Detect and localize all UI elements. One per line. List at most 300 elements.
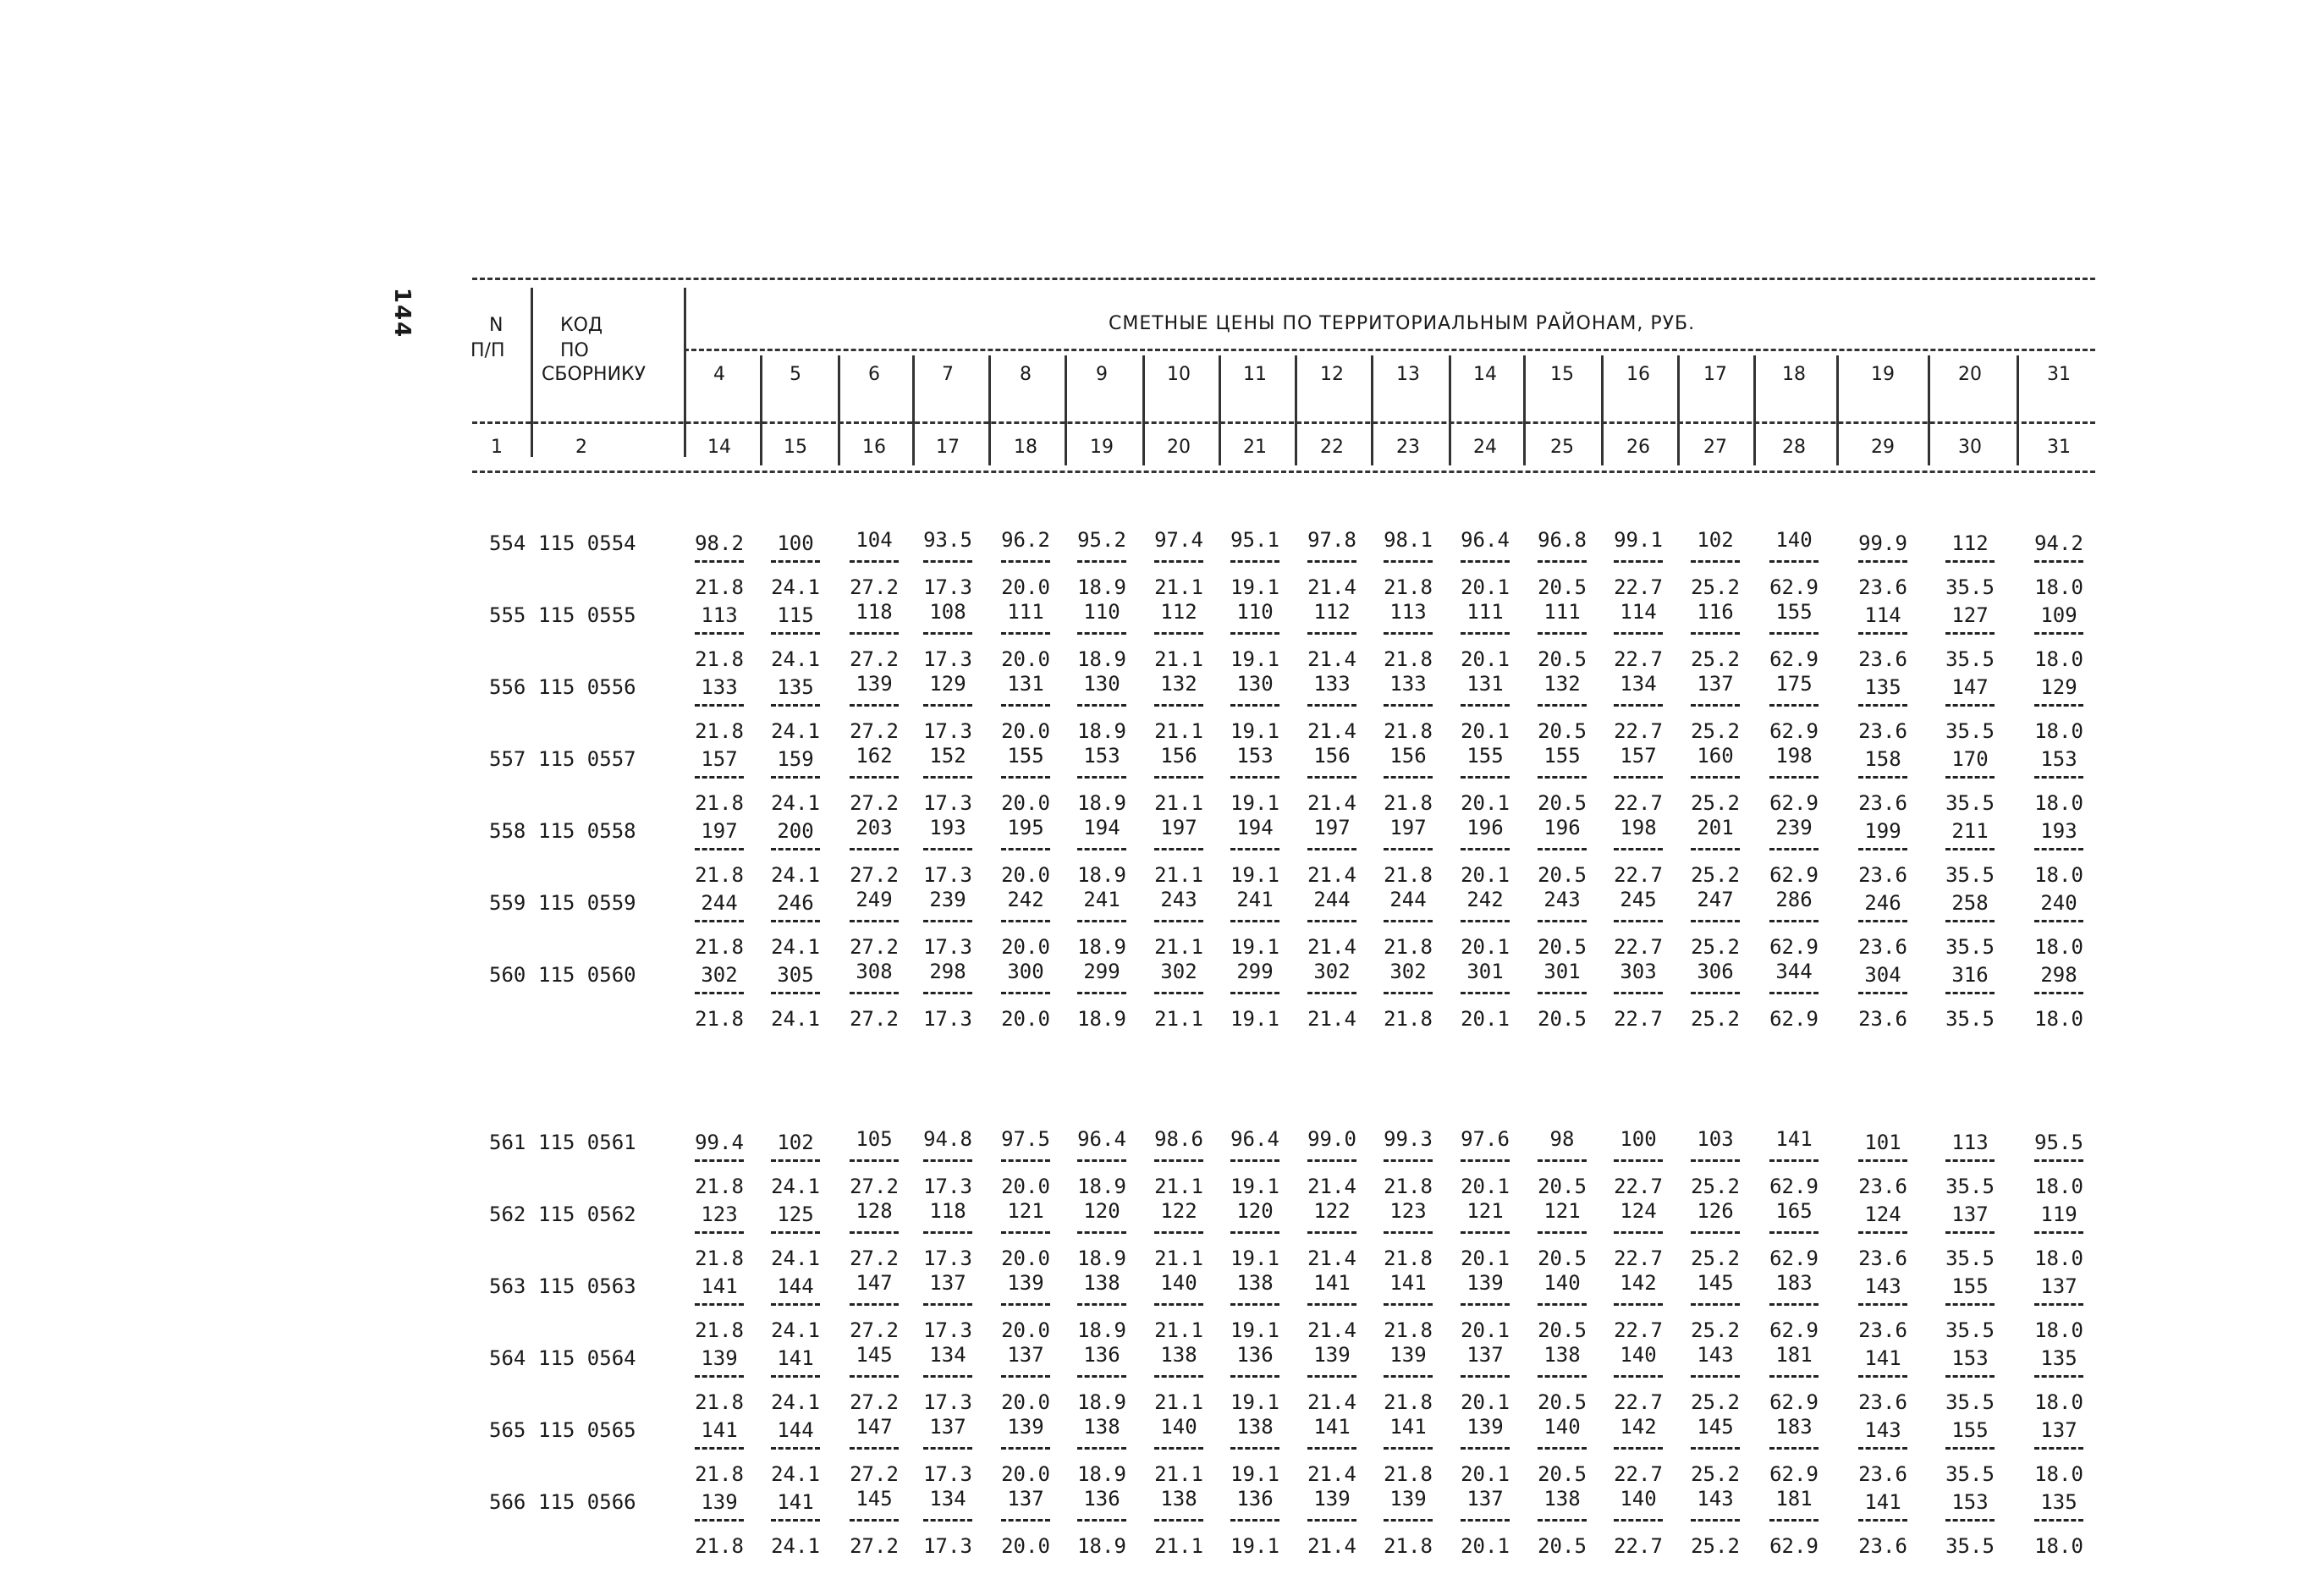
price-second-value: 21.8: [1384, 935, 1433, 959]
fraction-line: [695, 1447, 744, 1450]
price-second-value: 18.9: [1077, 1247, 1126, 1270]
fraction-line: [1538, 848, 1587, 850]
price-second-value: 18.0: [2034, 1318, 2083, 1342]
fraction-line: [1691, 1519, 1740, 1522]
price-second-value: 22.7: [1614, 1390, 1663, 1414]
fraction-line: [1461, 1375, 1510, 1378]
column-number: 17: [936, 437, 960, 458]
fraction-line: [1154, 992, 1203, 994]
price-second-value: 21.4: [1307, 1247, 1356, 1270]
fraction-line: [771, 632, 820, 635]
fraction-line: [1769, 1159, 1819, 1162]
price-second-value: 21.1: [1154, 1007, 1203, 1031]
price-value: 101: [1864, 1131, 1901, 1154]
fraction-line: [771, 704, 820, 707]
price-second-value: 20.5: [1538, 1462, 1587, 1486]
price-value: 96.4: [1461, 528, 1510, 552]
fraction-line: [1384, 1375, 1433, 1378]
fraction-line: [695, 560, 744, 563]
price-value: 99.9: [1858, 531, 1907, 555]
region-label: 17: [1703, 364, 1727, 385]
fraction-line: [695, 1519, 744, 1522]
fraction-line: [1614, 632, 1663, 635]
price-second-value: 25.2: [1691, 935, 1740, 959]
fraction-line: [1538, 1375, 1587, 1378]
fraction-line: [850, 920, 899, 922]
price-value: 98: [1549, 1127, 1575, 1151]
price-second-value: 19.1: [1230, 935, 1279, 959]
header-code-3: СБОРНИКУ: [542, 364, 647, 385]
price-second-value: 18.9: [1077, 1534, 1126, 1558]
price-value: 99.0: [1307, 1127, 1356, 1151]
price-value: 121: [1007, 1199, 1044, 1223]
price-second-value: 17.3: [923, 575, 972, 599]
price-second-value: 21.4: [1307, 647, 1356, 671]
price-value: 157: [701, 747, 738, 771]
row-code: 115 0563: [538, 1274, 636, 1298]
price-value: 140: [1160, 1271, 1197, 1295]
fraction-line: [771, 1447, 820, 1450]
price-value: 95.1: [1230, 528, 1279, 552]
price-value: 197: [1313, 816, 1351, 839]
price-value: 302: [701, 963, 738, 987]
price-second-value: 23.6: [1858, 791, 1907, 815]
price-value: 139: [1466, 1271, 1504, 1295]
price-second-value: 62.9: [1769, 575, 1819, 599]
fraction-line: [1614, 1375, 1663, 1378]
fraction-line: [1307, 1375, 1356, 1378]
fraction-line: [1307, 1447, 1356, 1450]
price-second-value: 21.8: [1384, 1390, 1433, 1414]
row-number: 561: [489, 1131, 526, 1154]
price-value: 153: [1083, 744, 1120, 768]
column-number: 23: [1396, 437, 1420, 458]
price-value: 137: [1007, 1343, 1044, 1367]
fraction-line: [1001, 920, 1050, 922]
fraction-line: [1384, 704, 1433, 707]
price-second-value: 20.1: [1461, 863, 1510, 887]
price-value: 241: [1236, 888, 1274, 911]
price-value: 299: [1083, 960, 1120, 983]
price-second-value: 20.5: [1538, 1175, 1587, 1198]
price-value: 139: [701, 1346, 738, 1370]
price-second-value: 21.8: [1384, 575, 1433, 599]
price-value: 95.2: [1077, 528, 1126, 552]
price-second-value: 21.1: [1154, 1318, 1203, 1342]
fraction-line: [1307, 560, 1356, 563]
region-label: 15: [1550, 364, 1574, 385]
price-second-value: 17.3: [923, 1390, 972, 1414]
fraction-line: [2034, 632, 2083, 635]
price-second-value: 24.1: [771, 863, 820, 887]
fraction-line: [1945, 1519, 1995, 1522]
price-second-value: 24.1: [771, 1462, 820, 1486]
price-value: 244: [1389, 888, 1427, 911]
price-value: 138: [1083, 1415, 1120, 1439]
header-title: СМЕТНЫЕ ЦЕНЫ ПО ТЕРРИТОРИАЛЬНЫМ РАЙОНАМ, РУБ.: [1109, 313, 1696, 334]
fraction-line: [1230, 1159, 1279, 1162]
fraction-line: [1230, 848, 1279, 850]
price-value: 239: [1775, 816, 1813, 839]
price-second-value: 23.6: [1858, 935, 1907, 959]
fraction-line: [1001, 1519, 1050, 1522]
price-second-value: 22.7: [1614, 1318, 1663, 1342]
price-second-value: 17.3: [923, 647, 972, 671]
price-value: 133: [1313, 672, 1351, 696]
fraction-line: [1538, 632, 1587, 635]
price-value: 95.5: [2034, 1131, 2083, 1154]
row-number: 565: [489, 1418, 526, 1442]
price-value: 98.2: [695, 531, 744, 555]
price-second-value: 22.7: [1614, 935, 1663, 959]
price-second-value: 21.8: [1384, 863, 1433, 887]
price-value: 129: [929, 672, 966, 696]
price-second-value: 20.5: [1538, 719, 1587, 743]
price-second-value: 21.8: [1384, 1175, 1433, 1198]
fraction-line: [1945, 560, 1995, 563]
fraction-line: [1614, 1447, 1663, 1450]
price-value: 196: [1466, 816, 1504, 839]
column-number: 15: [784, 437, 807, 458]
row-code: 115 0557: [538, 747, 636, 771]
price-second-value: 17.3: [923, 719, 972, 743]
price-value: 111: [1007, 600, 1044, 624]
fraction-line: [1307, 992, 1356, 994]
price-second-value: 21.8: [695, 863, 744, 887]
header-vline-2: [684, 288, 686, 457]
price-second-value: 17.3: [923, 1007, 972, 1031]
fraction-line: [1230, 1231, 1279, 1234]
price-second-value: 21.1: [1154, 1534, 1203, 1558]
price-value: 124: [1864, 1203, 1901, 1226]
price-second-value: 24.1: [771, 791, 820, 815]
row-code: 115 0561: [538, 1131, 636, 1154]
fraction-line: [1769, 992, 1819, 994]
fraction-line: [1945, 848, 1995, 850]
fraction-line: [771, 1303, 820, 1306]
row-number: 556: [489, 675, 526, 699]
price-value: 302: [1389, 960, 1427, 983]
column-number: 24: [1473, 437, 1497, 458]
fraction-line: [850, 1303, 899, 1306]
price-value: 155: [1951, 1274, 1989, 1298]
fraction-line: [1001, 1303, 1050, 1306]
price-value: 99.1: [1614, 528, 1663, 552]
price-value: 134: [1620, 672, 1657, 696]
column-number: 31: [2047, 437, 2071, 458]
price-second-value: 17.3: [923, 935, 972, 959]
price-value: 112: [1951, 531, 1989, 555]
price-second-value: 19.1: [1230, 791, 1279, 815]
price-second-value: 27.2: [850, 935, 899, 959]
price-value: 121: [1543, 1199, 1581, 1223]
header-rule-bottom: [472, 471, 2095, 473]
price-second-value: 25.2: [1691, 719, 1740, 743]
fraction-line: [695, 848, 744, 850]
fraction-line: [1001, 560, 1050, 563]
fraction-line: [1858, 704, 1907, 707]
price-second-value: 25.2: [1691, 791, 1740, 815]
price-second-value: 18.0: [2034, 1462, 2083, 1486]
price-second-value: 21.4: [1307, 863, 1356, 887]
fraction-line: [850, 1231, 899, 1234]
fraction-line: [1614, 992, 1663, 994]
price-second-value: 20.5: [1538, 1534, 1587, 1558]
header-rule-middle: [472, 421, 2095, 424]
price-value: 135: [777, 675, 814, 699]
price-second-value: 21.8: [695, 719, 744, 743]
fraction-line: [1154, 704, 1203, 707]
fraction-line: [923, 1519, 972, 1522]
fraction-line: [1154, 560, 1203, 563]
price-value: 139: [1007, 1271, 1044, 1295]
fraction-line: [1001, 1447, 1050, 1450]
price-second-value: 21.8: [695, 1534, 744, 1558]
price-second-value: 20.0: [1001, 935, 1050, 959]
price-second-value: 21.8: [1384, 1462, 1433, 1486]
row-number: 559: [489, 891, 526, 915]
price-value: 156: [1389, 744, 1427, 768]
price-value: 199: [1864, 819, 1901, 843]
price-second-value: 19.1: [1230, 647, 1279, 671]
price-second-value: 18.9: [1077, 575, 1126, 599]
price-second-value: 18.9: [1077, 1390, 1126, 1414]
price-second-value: 20.1: [1461, 1318, 1510, 1342]
fraction-line: [1858, 1159, 1907, 1162]
price-value: 147: [856, 1415, 893, 1439]
price-second-value: 20.0: [1001, 863, 1050, 887]
price-second-value: 21.8: [1384, 1007, 1433, 1031]
fraction-line: [1154, 632, 1203, 635]
price-second-value: 21.1: [1154, 647, 1203, 671]
page-number: 144: [389, 288, 415, 339]
column-number: 21: [1243, 437, 1267, 458]
price-value: 141: [1313, 1271, 1351, 1295]
price-value: 145: [856, 1343, 893, 1367]
price-second-value: 20.1: [1461, 575, 1510, 599]
price-value: 100: [1620, 1127, 1657, 1151]
region-label: 6: [868, 364, 880, 385]
row-code: 115 0558: [538, 819, 636, 843]
fraction-line: [923, 560, 972, 563]
price-value: 113: [1951, 1131, 1989, 1154]
fraction-line: [1230, 1303, 1279, 1306]
price-second-value: 20.5: [1538, 791, 1587, 815]
fraction-line: [1769, 920, 1819, 922]
price-second-value: 27.2: [850, 647, 899, 671]
price-value: 126: [1697, 1199, 1734, 1223]
price-value: 140: [1620, 1343, 1657, 1367]
fraction-line: [1154, 848, 1203, 850]
price-value: 196: [1543, 816, 1581, 839]
price-value: 181: [1775, 1487, 1813, 1511]
price-second-value: 62.9: [1769, 1007, 1819, 1031]
price-value: 144: [777, 1418, 814, 1442]
price-second-value: 22.7: [1614, 647, 1663, 671]
price-value: 197: [1160, 816, 1197, 839]
fraction-line: [1001, 1159, 1050, 1162]
price-value: 138: [1236, 1271, 1274, 1295]
column-number: 27: [1703, 437, 1727, 458]
price-second-value: 25.2: [1691, 1534, 1740, 1558]
fraction-line: [1384, 920, 1433, 922]
price-second-value: 21.8: [695, 1175, 744, 1198]
price-value: 198: [1775, 744, 1813, 768]
price-second-value: 18.9: [1077, 1007, 1126, 1031]
fraction-line: [1461, 848, 1510, 850]
fraction-line: [1538, 704, 1587, 707]
column-number: 18: [1014, 437, 1037, 458]
row-code: 115 0566: [538, 1490, 636, 1514]
price-second-value: 19.1: [1230, 719, 1279, 743]
price-second-value: 20.5: [1538, 935, 1587, 959]
price-second-value: 27.2: [850, 575, 899, 599]
fraction-line: [1230, 920, 1279, 922]
price-second-value: 24.1: [771, 1175, 820, 1198]
fraction-line: [695, 992, 744, 994]
fraction-line: [923, 992, 972, 994]
fraction-line: [2034, 920, 2083, 922]
price-second-value: 62.9: [1769, 1318, 1819, 1342]
fraction-line: [771, 776, 820, 779]
price-value: 139: [1389, 1343, 1427, 1367]
fraction-line: [1307, 1303, 1356, 1306]
price-second-value: 27.2: [850, 863, 899, 887]
price-second-value: 23.6: [1858, 719, 1907, 743]
region-label: 19: [1871, 364, 1895, 385]
fraction-line: [1614, 776, 1663, 779]
fraction-line: [1538, 1447, 1587, 1450]
price-second-value: 20.1: [1461, 1390, 1510, 1414]
price-second-value: 21.8: [1384, 1247, 1433, 1270]
price-value: 153: [1951, 1346, 1989, 1370]
price-second-value: 23.6: [1858, 1390, 1907, 1414]
price-second-value: 21.8: [695, 935, 744, 959]
price-value: 306: [1697, 960, 1734, 983]
price-value: 102: [1697, 528, 1734, 552]
price-second-value: 62.9: [1769, 1390, 1819, 1414]
price-second-value: 22.7: [1614, 791, 1663, 815]
fraction-line: [1945, 1159, 1995, 1162]
price-value: 197: [701, 819, 738, 843]
price-second-value: 35.5: [1945, 647, 1995, 671]
price-second-value: 27.2: [850, 1175, 899, 1198]
price-value: 244: [1313, 888, 1351, 911]
price-value: 142: [1620, 1271, 1657, 1295]
price-second-value: 22.7: [1614, 1175, 1663, 1198]
price-value: 129: [2040, 675, 2077, 699]
fraction-line: [1154, 1519, 1203, 1522]
fraction-line: [1538, 1231, 1587, 1234]
price-value: 138: [1160, 1343, 1197, 1367]
price-value: 118: [929, 1199, 966, 1223]
price-value: 195: [1007, 816, 1044, 839]
fraction-line: [1077, 704, 1126, 707]
fraction-line: [2034, 704, 2083, 707]
fraction-line: [1461, 776, 1510, 779]
fraction-line: [1384, 1519, 1433, 1522]
fraction-line: [771, 920, 820, 922]
fraction-line: [1461, 1159, 1510, 1162]
price-second-value: 19.1: [1230, 1247, 1279, 1270]
price-second-value: 35.5: [1945, 1007, 1995, 1031]
price-second-value: 19.1: [1230, 1318, 1279, 1342]
fraction-line: [1307, 704, 1356, 707]
price-value: 143: [1864, 1274, 1901, 1298]
price-value: 298: [2040, 963, 2077, 987]
price-value: 143: [1697, 1487, 1734, 1511]
header-region-separator: [988, 355, 991, 465]
price-second-value: 21.8: [695, 575, 744, 599]
fraction-line: [1307, 1159, 1356, 1162]
price-second-value: 18.9: [1077, 719, 1126, 743]
price-second-value: 21.4: [1307, 1007, 1356, 1031]
price-value: 242: [1466, 888, 1504, 911]
price-value: 197: [1389, 816, 1427, 839]
price-second-value: 19.1: [1230, 575, 1279, 599]
region-label: 14: [1473, 364, 1497, 385]
price-value: 155: [1775, 600, 1813, 624]
header-region-separator: [1371, 355, 1373, 465]
price-second-value: 25.2: [1691, 1390, 1740, 1414]
price-value: 127: [1951, 603, 1989, 627]
fraction-line: [850, 1447, 899, 1450]
price-value: 308: [856, 960, 893, 983]
price-value: 160: [1697, 744, 1734, 768]
fraction-line: [695, 1303, 744, 1306]
price-value: 147: [1951, 675, 1989, 699]
price-value: 301: [1543, 960, 1581, 983]
price-value: 123: [1389, 1199, 1427, 1223]
price-value: 141: [777, 1346, 814, 1370]
fraction-line: [2034, 1303, 2083, 1306]
price-value: 137: [929, 1271, 966, 1295]
price-value: 138: [1083, 1271, 1120, 1295]
fraction-line: [1001, 1375, 1050, 1378]
region-label: 12: [1320, 364, 1344, 385]
price-value: 94.2: [2034, 531, 2083, 555]
price-value: 141: [701, 1418, 738, 1442]
price-second-value: 20.0: [1001, 1318, 1050, 1342]
price-second-value: 18.0: [2034, 1534, 2083, 1558]
row-code: 115 0554: [538, 531, 636, 555]
price-value: 97.6: [1461, 1127, 1510, 1151]
column-number: 28: [1782, 437, 1806, 458]
price-second-value: 18.0: [2034, 647, 2083, 671]
fraction-line: [1077, 632, 1126, 635]
price-value: 114: [1620, 600, 1657, 624]
price-second-value: 25.2: [1691, 575, 1740, 599]
price-second-value: 27.2: [850, 1534, 899, 1558]
price-value: 120: [1083, 1199, 1120, 1223]
price-second-value: 20.5: [1538, 1247, 1587, 1270]
region-label: 11: [1243, 364, 1267, 385]
fraction-line: [1001, 848, 1050, 850]
price-value: 249: [856, 888, 893, 911]
price-value: 100: [777, 531, 814, 555]
price-value: 115: [777, 603, 814, 627]
price-second-value: 21.4: [1307, 575, 1356, 599]
price-value: 139: [1389, 1487, 1427, 1511]
price-second-value: 35.5: [1945, 935, 1995, 959]
price-second-value: 21.8: [1384, 719, 1433, 743]
price-second-value: 24.1: [771, 1247, 820, 1270]
price-value: 144: [777, 1274, 814, 1298]
fraction-line: [771, 992, 820, 994]
price-value: 136: [1083, 1343, 1120, 1367]
fraction-line: [1461, 920, 1510, 922]
price-value: 141: [1313, 1415, 1351, 1439]
